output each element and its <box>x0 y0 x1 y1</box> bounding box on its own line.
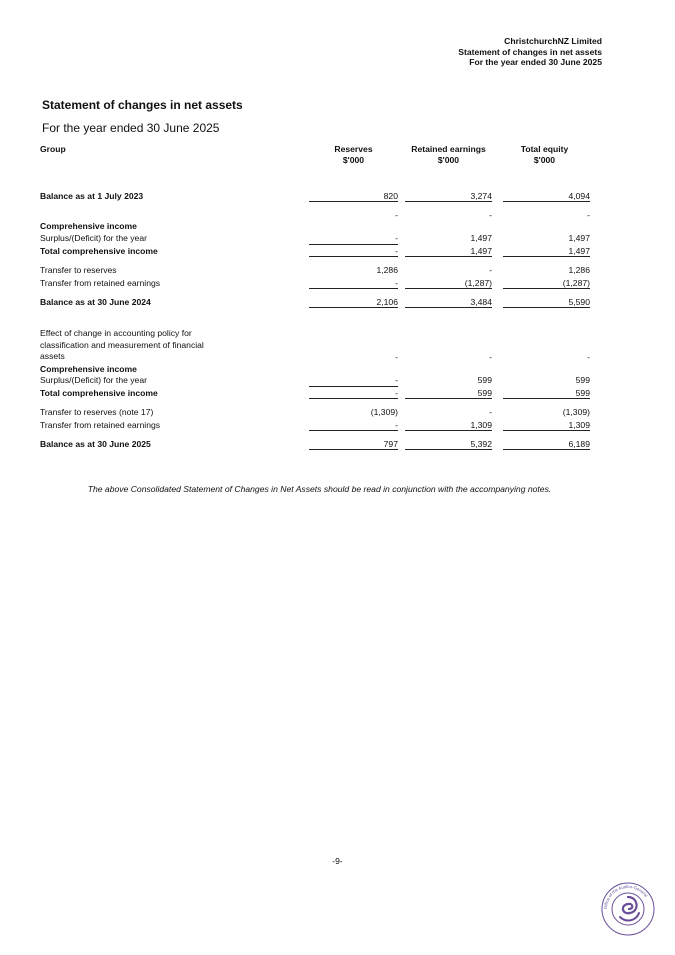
cell-to-res2-retained: - <box>489 407 492 417</box>
rule <box>503 288 590 289</box>
cell-from-re2-total: 1,309 <box>568 420 590 430</box>
rule <box>309 307 398 308</box>
rule <box>309 256 398 257</box>
rule <box>405 430 492 431</box>
row-label-balance-2024: Balance as at 30 June 2024 <box>40 297 151 307</box>
svg-text:Office of the Auditor-General: Office of the Auditor-General <box>602 883 649 910</box>
col-total-name: Total equity <box>520 144 569 154</box>
cell-from-re1-total: (1,287) <box>562 278 590 288</box>
cell-to-res2-reserves: (1,309) <box>370 407 398 417</box>
rule <box>405 288 492 289</box>
cell-balance-2025-reserves: 797 <box>383 439 398 449</box>
cell-balance-2024-retained: 3,484 <box>470 297 492 307</box>
row-label-surplus-1: Surplus/(Deficit) for the year <box>40 233 147 243</box>
row-label-policy-change <box>40 328 204 363</box>
col-reserves-unit: $'000 <box>342 155 365 165</box>
cell-total-ci1-retained: 1,497 <box>470 246 492 256</box>
rule <box>309 201 398 202</box>
col-reserves-header <box>309 144 398 166</box>
section-comprehensive-income-2: Comprehensive income <box>40 364 137 374</box>
section-comprehensive-income-1: Comprehensive income <box>40 221 137 231</box>
row-label-transfer-to-reserves-2: Transfer to reserves (note 17) <box>40 407 154 417</box>
rule <box>503 430 590 431</box>
cell-surplus2-retained: 599 <box>477 375 492 385</box>
cell-from-re1-reserves: - <box>395 278 398 288</box>
row-label-transfer-from-re-2: Transfer from retained earnings <box>40 420 161 430</box>
rule <box>309 449 398 450</box>
page-title: Statement of changes in net assets <box>42 98 243 112</box>
cell-balance-2023-retained: 3,274 <box>470 191 492 201</box>
header-statement: Statement of changes in net assets <box>458 46 602 57</box>
rule <box>405 307 492 308</box>
rule <box>503 449 590 450</box>
cell-surplus1-retained: 1,497 <box>470 233 492 243</box>
row-label-transfer-from-re-1: Transfer from retained earnings <box>40 278 161 288</box>
audit-seal-icon <box>600 881 656 937</box>
cell-balance-2025-retained: 5,392 <box>470 439 492 449</box>
page-number: -9- <box>332 856 343 866</box>
rule <box>309 398 398 399</box>
cell-surplus2-total: 599 <box>575 375 590 385</box>
cell-blank1-retained: - <box>489 210 492 220</box>
header-org: ChristchurchNZ Limited <box>504 36 602 46</box>
cell-blank1-reserves: - <box>395 210 398 220</box>
cell-balance-2024-total: 5,590 <box>568 297 590 307</box>
rule <box>503 256 590 257</box>
row-label-total-ci-2: Total comprehensive income <box>40 388 158 398</box>
rule <box>309 386 398 387</box>
running-header <box>458 36 602 68</box>
cell-to-res1-reserves: 1,286 <box>376 265 398 275</box>
col-reserves-name: Reserves <box>334 144 373 154</box>
cell-balance-2023-reserves: 820 <box>383 191 398 201</box>
rule <box>405 398 492 399</box>
col-total-header <box>501 144 588 166</box>
rule <box>503 307 590 308</box>
page-subtitle: For the year ended 30 June 2025 <box>42 121 220 135</box>
cell-policy-reserves: - <box>395 352 398 362</box>
col-total-unit: $'000 <box>533 155 556 165</box>
rule <box>309 244 398 245</box>
cell-from-re2-retained: 1,309 <box>470 420 492 430</box>
col-retained-unit: $'000 <box>437 155 460 165</box>
cell-from-re2-reserves: - <box>395 420 398 430</box>
cell-total-ci1-reserves: - <box>395 246 398 256</box>
col-retained-name: Retained earnings <box>411 144 486 154</box>
rule <box>405 449 492 450</box>
rule <box>309 288 398 289</box>
col-retained-header <box>400 144 497 166</box>
rule <box>503 201 590 202</box>
rule <box>309 430 398 431</box>
cell-surplus2-reserves: - <box>395 375 398 385</box>
group-label: Group <box>40 144 66 154</box>
row-label-transfer-to-reserves-1: Transfer to reserves <box>40 265 117 275</box>
cell-policy-total: - <box>587 352 590 362</box>
row-label-balance-2023: Balance as at 1 July 2023 <box>40 191 144 201</box>
cell-total-ci2-reserves: - <box>395 388 398 398</box>
cell-total-ci2-total: 599 <box>575 388 590 398</box>
cell-blank1-total: - <box>587 210 590 220</box>
cell-from-re1-retained: (1,287) <box>464 278 492 288</box>
footnote: The above Consolidated Statement of Changes in Net Assets should be read in conjunction with the accompanying notes. <box>87 484 552 494</box>
cell-total-ci1-total: 1,497 <box>568 246 590 256</box>
row-label-total-ci-1: Total comprehensive income <box>40 246 158 256</box>
row-label-balance-2025: Balance as at 30 June 2025 <box>40 439 151 449</box>
cell-balance-2023-total: 4,094 <box>568 191 590 201</box>
rule <box>405 256 492 257</box>
cell-to-res1-retained: - <box>489 265 492 275</box>
cell-surplus1-reserves: - <box>395 233 398 243</box>
cell-surplus1-total: 1,497 <box>568 233 590 243</box>
policy-line-3: assets <box>40 351 65 361</box>
row-label-surplus-2: Surplus/(Deficit) for the year <box>40 375 147 385</box>
cell-to-res1-total: 1,286 <box>568 265 590 275</box>
policy-line-2: classification and measurement of financial <box>40 339 204 350</box>
cell-policy-retained: - <box>489 352 492 362</box>
rule <box>405 201 492 202</box>
cell-to-res2-total: (1,309) <box>562 407 590 417</box>
cell-balance-2024-reserves: 2,106 <box>376 297 398 307</box>
cell-balance-2025-total: 6,189 <box>568 439 590 449</box>
cell-total-ci2-retained: 599 <box>477 388 492 398</box>
header-period: For the year ended 30 June 2025 <box>469 57 602 67</box>
rule <box>503 398 590 399</box>
policy-line-1: Effect of change in accounting policy for <box>40 328 192 338</box>
